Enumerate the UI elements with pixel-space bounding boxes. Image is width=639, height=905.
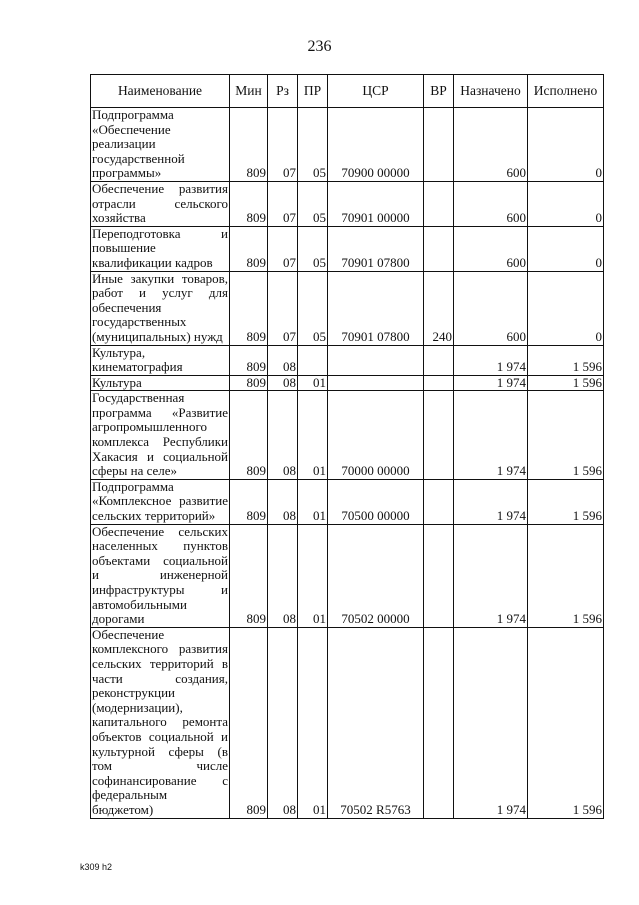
row-csr: 70502 00000	[328, 524, 424, 627]
row-name: Обеспечение сельских населенных пунктов объектами социальной и инженерной инфраструктуры и автомобильными дорогами	[92, 524, 228, 627]
table-row	[91, 524, 604, 627]
row-name: Подпрограмма «Комплексное развитие сельских территорий»	[92, 479, 228, 524]
row-pr: 05	[298, 108, 328, 182]
row-name: Обеспечение развития отрасли сельского хозяйства	[92, 181, 228, 226]
row-executed: 1 596	[528, 479, 604, 524]
row-vr	[424, 226, 454, 271]
header-name: Наименование	[91, 75, 230, 108]
row-csr: 70901 00000	[328, 181, 424, 226]
table-row	[91, 181, 604, 226]
row-executed: 0	[528, 181, 604, 226]
row-min: 809	[230, 627, 268, 818]
row-executed: 1 596	[528, 627, 604, 818]
row-executed: 1 596	[528, 345, 604, 375]
row-csr: 70502 R5763	[328, 627, 424, 818]
row-name: Культура	[91, 375, 230, 391]
row-vr	[424, 181, 454, 226]
row-min: 809	[230, 391, 268, 480]
row-csr: 70000 00000	[328, 391, 424, 480]
row-min: 809	[230, 479, 268, 524]
row-assigned: 1 974	[454, 345, 528, 375]
row-min: 809	[230, 271, 268, 345]
header-pr: ПР	[298, 75, 328, 108]
document-code: k309 h2	[80, 862, 113, 872]
row-csr	[328, 375, 424, 391]
row-rz: 07	[268, 108, 298, 182]
row-vr	[424, 524, 454, 627]
row-assigned: 1 974	[454, 627, 528, 818]
table-row	[91, 226, 604, 271]
row-min: 809	[230, 375, 268, 391]
table-row	[91, 271, 604, 345]
row-executed: 0	[528, 108, 604, 182]
header-assigned: Назначено	[454, 75, 528, 108]
table-row	[91, 479, 604, 524]
row-vr	[424, 108, 454, 182]
row-pr: 05	[298, 226, 328, 271]
header-csr: ЦСР	[328, 75, 424, 108]
row-assigned: 1 974	[454, 524, 528, 627]
row-name: Иные закупки товаров, работ и услуг для обеспечения государственных (муниципальных) нужд	[92, 271, 228, 344]
row-executed: 1 596	[528, 375, 604, 391]
row-vr	[424, 375, 454, 391]
header-executed: Исполнено	[528, 75, 604, 108]
row-pr: 01	[298, 391, 328, 480]
row-name: Обеспечение комплексного развития сельских территорий в части создания, реконструкции (модернизации), капитального ремонта объектов социальной и культурной сферы (в том числе софинансирование с федеральным бюджетом)	[92, 627, 228, 817]
row-assigned: 600	[454, 226, 528, 271]
row-vr	[424, 627, 454, 818]
header-min: Мин	[230, 75, 268, 108]
row-pr: 05	[298, 181, 328, 226]
row-rz: 08	[268, 524, 298, 627]
row-name: Государственная программа «Развитие агропромышленного комплекса Республики Хакасия и социальной сферы на селе»	[92, 390, 228, 479]
row-name: Переподготовка и повышение квалификации кадров	[92, 226, 228, 270]
row-assigned: 600	[454, 181, 528, 226]
row-assigned: 1 974	[454, 391, 528, 480]
row-rz: 07	[268, 271, 298, 345]
table-row	[91, 375, 604, 391]
page-number: 236	[307, 38, 332, 55]
row-rz: 07	[268, 226, 298, 271]
row-csr: 70500 00000	[328, 479, 424, 524]
table-row	[91, 391, 604, 480]
row-min: 809	[230, 345, 268, 375]
row-assigned: 1 974	[454, 375, 528, 391]
row-assigned: 600	[454, 271, 528, 345]
row-executed: 0	[528, 226, 604, 271]
row-executed: 1 596	[528, 524, 604, 627]
row-csr	[328, 345, 424, 375]
row-pr: 01	[298, 627, 328, 818]
row-min: 809	[230, 108, 268, 182]
row-vr	[424, 345, 454, 375]
row-min: 809	[230, 226, 268, 271]
row-rz: 08	[268, 375, 298, 391]
row-pr: 01	[298, 375, 328, 391]
row-executed: 1 596	[528, 391, 604, 480]
table-row	[91, 345, 604, 375]
table-row	[91, 627, 604, 818]
row-min: 809	[230, 181, 268, 226]
header-vr: ВР	[424, 75, 454, 108]
row-rz: 07	[268, 181, 298, 226]
row-csr: 70901 07800	[328, 226, 424, 271]
row-vr	[424, 391, 454, 480]
row-assigned: 600	[454, 108, 528, 182]
row-name: Культура, кинематография	[91, 345, 230, 375]
row-executed: 0	[528, 271, 604, 345]
header-rz: Рз	[268, 75, 298, 108]
row-rz: 08	[268, 391, 298, 480]
table-row	[91, 108, 604, 182]
table-header-row	[91, 75, 604, 108]
row-assigned: 1 974	[454, 479, 528, 524]
row-vr	[424, 479, 454, 524]
row-name: Подпрограмма «Обеспечение реализации государственной программы»	[91, 108, 230, 182]
row-rz: 08	[268, 627, 298, 818]
row-pr: 01	[298, 479, 328, 524]
row-min: 809	[230, 524, 268, 627]
row-pr: 01	[298, 524, 328, 627]
row-pr: 05	[298, 271, 328, 345]
row-csr: 70900 00000	[328, 108, 424, 182]
row-csr: 70901 07800	[328, 271, 424, 345]
row-vr: 240	[424, 271, 454, 345]
row-rz: 08	[268, 345, 298, 375]
row-rz: 08	[268, 479, 298, 524]
budget-table	[90, 74, 604, 819]
row-pr	[298, 345, 328, 375]
